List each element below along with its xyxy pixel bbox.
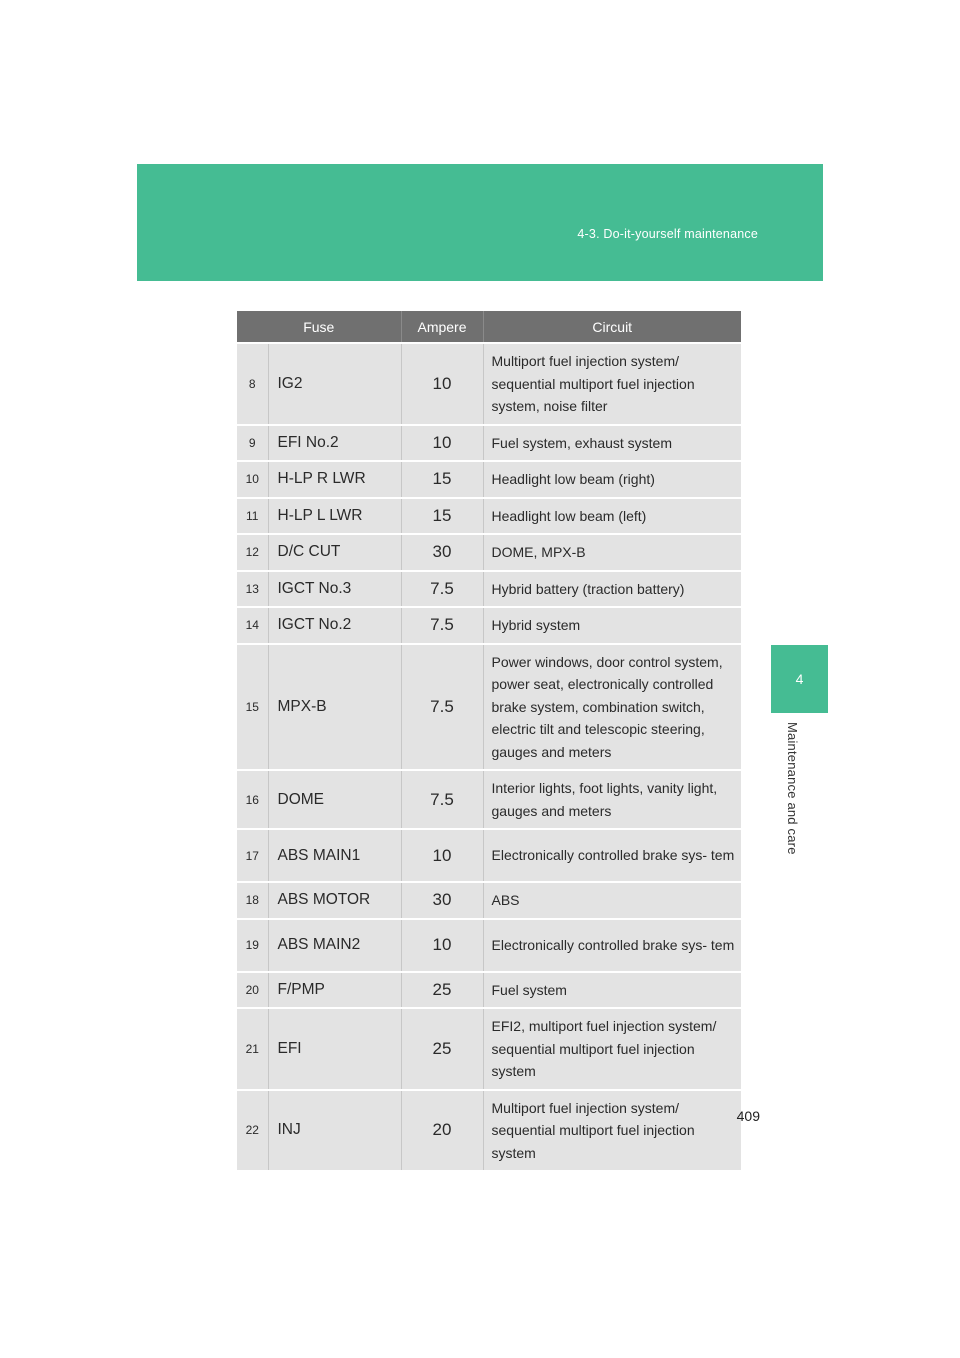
- fuse-name: IGCT No.3: [268, 571, 401, 608]
- table-row: [237, 972, 741, 1009]
- table-row: [237, 829, 741, 882]
- table-row: [237, 461, 741, 498]
- fuse-number: 20: [237, 972, 268, 1009]
- table-row: [237, 1090, 741, 1171]
- fuse-ampere: 30: [401, 534, 483, 571]
- fuse-circuit: Fuel system: [483, 972, 741, 1009]
- section-header-band: [137, 164, 823, 281]
- fuse-ampere: 25: [401, 972, 483, 1009]
- table-row: [237, 425, 741, 462]
- fuse-ampere: 10: [401, 919, 483, 972]
- fuse-ampere: 10: [401, 829, 483, 882]
- fuse-number: 10: [237, 461, 268, 498]
- fuse-circuit: Electronically controlled brake sys- tem: [483, 829, 741, 882]
- fuse-number: 17: [237, 829, 268, 882]
- fuse-circuit: Multiport fuel injection system/ sequential multiport fuel injection system: [483, 1090, 741, 1171]
- table-row: [237, 343, 741, 425]
- fuse-name: ABS MAIN1: [268, 829, 401, 882]
- fuse-circuit: EFI2, multiport fuel injection system/ sequential multiport fuel injection system: [483, 1008, 741, 1090]
- fuse-circuit: Hybrid battery (traction battery): [483, 571, 741, 608]
- fuse-name: ABS MOTOR: [268, 882, 401, 919]
- fuse-number: 21: [237, 1008, 268, 1090]
- fuse-circuit: Interior lights, foot lights, vanity light, gauges and meters: [483, 770, 741, 829]
- fuse-number: 13: [237, 571, 268, 608]
- fuse-circuit: Headlight low beam (right): [483, 461, 741, 498]
- fuse-name: EFI No.2: [268, 425, 401, 462]
- fuse-ampere: 20: [401, 1090, 483, 1171]
- table-row: [237, 534, 741, 571]
- fuse-ampere: 7.5: [401, 607, 483, 644]
- table-row: [237, 882, 741, 919]
- fuse-name: D/C CUT: [268, 534, 401, 571]
- fuse-number: 9: [237, 425, 268, 462]
- fuse-number: 16: [237, 770, 268, 829]
- fuse-name: ABS MAIN2: [268, 919, 401, 972]
- fuse-ampere: 10: [401, 425, 483, 462]
- fuse-number: 18: [237, 882, 268, 919]
- fuse-circuit: Fuel system, exhaust system: [483, 425, 741, 462]
- fuse-circuit: DOME, MPX-B: [483, 534, 741, 571]
- fuse-name: DOME: [268, 770, 401, 829]
- table-row: [237, 644, 741, 771]
- table-row: [237, 498, 741, 535]
- column-header-circuit: Circuit: [483, 311, 741, 343]
- section-title: 4-3. Do-it-yourself maintenance: [577, 227, 758, 241]
- fuse-number: 8: [237, 343, 268, 425]
- fuse-number: 19: [237, 919, 268, 972]
- chapter-tab-number: 4: [795, 671, 804, 687]
- table-body: [237, 343, 741, 1170]
- fuse-ampere: 30: [401, 882, 483, 919]
- table-row: [237, 571, 741, 608]
- fuse-ampere: 15: [401, 498, 483, 535]
- fuse-name: H-LP L LWR: [268, 498, 401, 535]
- fuse-number: 12: [237, 534, 268, 571]
- column-header-fuse: Fuse: [237, 311, 401, 343]
- chapter-side-label: Maintenance and care: [785, 722, 800, 855]
- fuse-name: H-LP R LWR: [268, 461, 401, 498]
- fuse-circuit: Multiport fuel injection system/ sequential multiport fuel injection system, noise filter: [483, 343, 741, 425]
- fuse-name: EFI: [268, 1008, 401, 1090]
- fuse-number: 22: [237, 1090, 268, 1171]
- page-number: 409: [736, 1108, 760, 1124]
- chapter-tab: [771, 645, 828, 713]
- fuse-circuit: Hybrid system: [483, 607, 741, 644]
- table-row: [237, 607, 741, 644]
- fuse-circuit: ABS: [483, 882, 741, 919]
- fuse-table: [237, 311, 741, 1170]
- fuse-circuit: Headlight low beam (left): [483, 498, 741, 535]
- fuse-number: 11: [237, 498, 268, 535]
- fuse-name: INJ: [268, 1090, 401, 1171]
- fuse-name: F/PMP: [268, 972, 401, 1009]
- table-row: [237, 1008, 741, 1090]
- fuse-name: MPX-B: [268, 644, 401, 771]
- fuse-name: IGCT No.2: [268, 607, 401, 644]
- fuse-ampere: 15: [401, 461, 483, 498]
- fuse-ampere: 7.5: [401, 644, 483, 771]
- table-header-row: [237, 311, 741, 343]
- table-row: [237, 770, 741, 829]
- fuse-circuit: Electronically controlled brake sys- tem: [483, 919, 741, 972]
- table-row: [237, 919, 741, 972]
- fuse-circuit: Power windows, door control system, power seat, electronically controlled brake system, combination switch, electric tilt and telescopic steering, gauges and meters: [483, 644, 741, 771]
- fuse-number: 14: [237, 607, 268, 644]
- fuse-ampere: 25: [401, 1008, 483, 1090]
- column-header-ampere: Ampere: [401, 311, 483, 343]
- fuse-ampere: 7.5: [401, 571, 483, 608]
- fuse-ampere: 7.5: [401, 770, 483, 829]
- fuse-name: IG2: [268, 343, 401, 425]
- fuse-ampere: 10: [401, 343, 483, 425]
- fuse-number: 15: [237, 644, 268, 771]
